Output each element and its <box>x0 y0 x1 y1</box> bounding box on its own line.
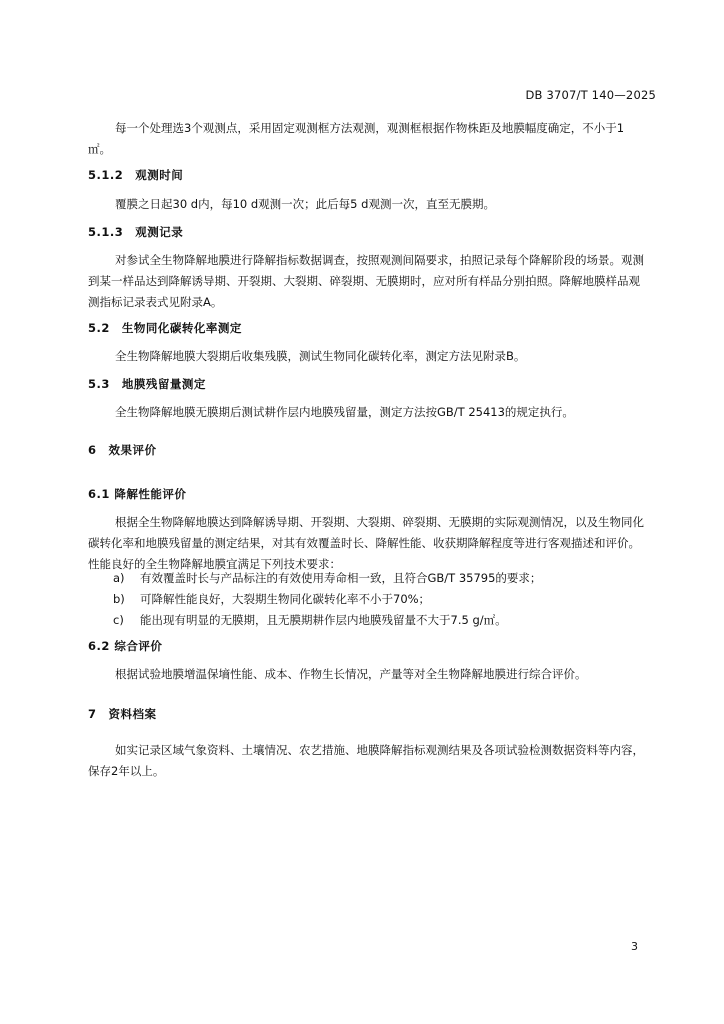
list-item-c <box>113 610 648 631</box>
list-item-b <box>113 589 648 610</box>
heading-5-1-2: 5.1.2 观测时间 <box>88 168 184 182</box>
paragraph-observation-record: 对参试全生物降解地膜进行降解指标数据调查，按照观测间隔要求，拍照记录每个降解阶段的场景。观测到某一样品达到降解诱导期、开裂期、大裂期、碎裂期、无膜期时，应对所有样品分别拍照。降解地膜样品观测指标记录表式见附录A。 <box>88 253 644 309</box>
paragraph-records-archive: 如实记录区域气象资料、土壤情况、农艺措施、地膜降解指标观测结果及各项试验检测数据资料等内容，保存2年以上。 <box>88 743 644 778</box>
list-item-a <box>113 568 648 589</box>
list-item-text: 有效覆盖时长与产品标注的有效使用寿命相一致，且符合GB/T 35795的要求； <box>140 571 542 585</box>
heading-5-1-3: 5.1.3 观测记录 <box>88 225 184 239</box>
heading-6: 6 效果评价 <box>88 443 157 457</box>
paragraph-observation-time: 覆膜之日起30 d内，每10 d观测一次；此后每5 d观测一次，直至无膜期。 <box>115 197 495 211</box>
page-number: 3 <box>631 940 638 953</box>
paragraph-degradation-evaluation: 根据全生物降解地膜达到降解诱导期、开裂期、大裂期、碎裂期、无膜期的实际观测情况，以及生物同化碳转化率和地膜残留量的测定结果，对其有效覆盖时长、降解性能、收获期降解程度等进行客观描述和评价。性能良好的全生物降解地膜宜满足下列技术要求： <box>88 515 644 571</box>
list-item-text: 能出现有明显的无膜期，且无膜期耕作层内地膜残留量不大于7.5 g/㎡。 <box>140 613 507 627</box>
paragraph-carbon-conversion: 全生物降解地膜大裂期后收集残膜，测试生物同化碳转化率，测定方法见附录B。 <box>115 349 526 363</box>
paragraph-observation-points: 每一个处理选3个观测点，采用固定观测框方法观测，观测框根据作物株距及地膜幅度确定，不小于1 ㎡。 <box>88 121 625 156</box>
paragraph-comprehensive-evaluation: 根据试验地膜增温保墒性能、成本、作物生长情况，产量等对全生物降解地膜进行综合评价。 <box>115 667 587 681</box>
list-marker: a) <box>113 571 125 585</box>
list-item-text: 可降解性能良好，大裂期生物同化碳转化率不小于70%； <box>140 592 431 606</box>
heading-6-2: 6.2 综合评价 <box>88 639 163 653</box>
list-marker: c) <box>113 613 124 627</box>
heading-7: 7 资料档案 <box>88 707 157 721</box>
heading-6-1: 6.1 降解性能评价 <box>88 487 187 501</box>
paragraph-residue-measurement: 全生物降解地膜无膜期后测试耕作层内地膜残留量，测定方法按GB/T 25413的规定执行。 <box>115 405 574 419</box>
heading-5-3: 5.3 地膜残留量测定 <box>88 377 206 391</box>
list-marker: b) <box>113 592 125 606</box>
document-code-header: DB 3707/T 140—2025 <box>525 88 656 102</box>
heading-5-2: 5.2 生物同化碳转化率测定 <box>88 321 242 335</box>
